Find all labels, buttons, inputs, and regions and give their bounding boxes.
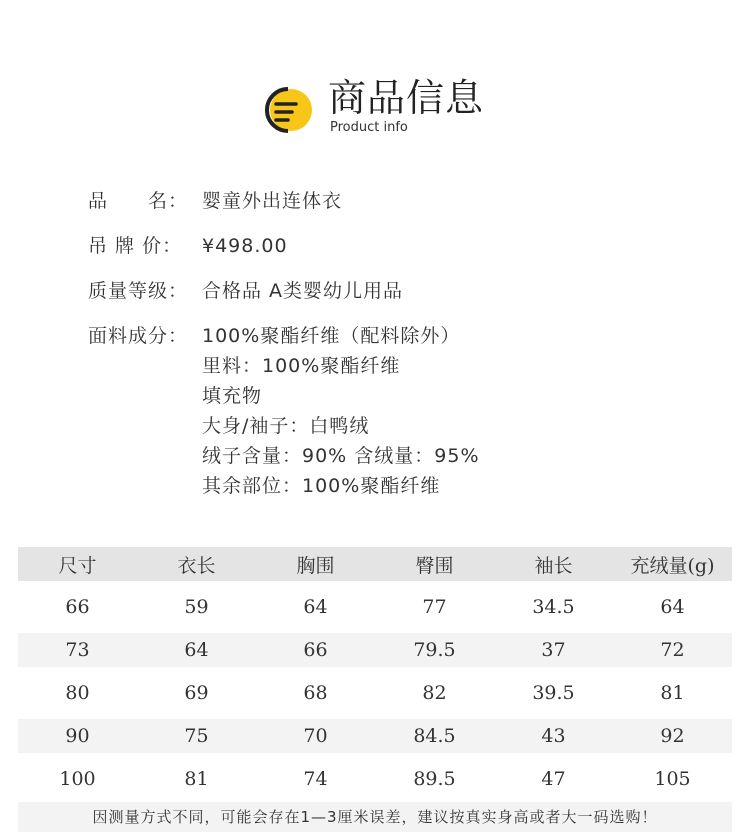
info-row (88, 321, 728, 501)
table-cell: 59 (184, 596, 209, 618)
info-value-line: 婴童外出连体衣 (202, 190, 343, 212)
table-header-cell: 袖长 (534, 554, 573, 577)
info-value-line: 里料：100%聚酯纤维 (202, 355, 401, 377)
table-cell: 66 (65, 596, 90, 618)
measurement-note: 因测量方式不同，可能会存在1—3厘米误差，建议按真实身高或者大一码选购！ (18, 802, 732, 832)
table-cell: 77 (422, 596, 447, 618)
info-row (88, 276, 728, 306)
info-label: 吊 牌 价： (88, 235, 183, 257)
info-value-line: 100%聚酯纤维（配料除外） (202, 325, 461, 347)
size-table (18, 547, 732, 796)
table-row (18, 719, 732, 753)
table-header-cell: 臀围 (415, 554, 454, 577)
info-value (202, 276, 728, 306)
table-cell: 100 (59, 768, 96, 790)
product-info-list (88, 186, 728, 516)
info-value-line: 大身/袖子：白鸭绒 (202, 415, 370, 437)
table-cell: 69 (184, 682, 209, 704)
table-row (18, 633, 732, 667)
info-value (202, 231, 728, 261)
info-value-line: 其余部位：100%聚酯纤维 (202, 475, 441, 497)
info-label: 质量等级： (88, 280, 189, 302)
table-header-cell: 充绒量(g) (630, 554, 715, 577)
table-header-cell: 衣长 (177, 554, 216, 577)
info-label: 面料成分： (88, 325, 189, 347)
info-label: 品 名： (88, 190, 189, 212)
table-cell: 47 (541, 768, 566, 790)
table-cell: 74 (303, 768, 328, 790)
table-cell: 66 (303, 639, 328, 661)
info-value (202, 186, 728, 216)
table-row (18, 762, 732, 796)
table-cell: 70 (303, 725, 328, 747)
table-cell: 105 (654, 768, 691, 790)
table-cell: 43 (541, 725, 566, 747)
table-cell: 39.5 (532, 682, 575, 704)
table-cell: 72 (660, 639, 685, 661)
table-cell: 82 (422, 682, 447, 704)
table-cell: 75 (184, 725, 209, 747)
table-cell: 34.5 (532, 596, 575, 618)
table-cell: 80 (65, 682, 90, 704)
table-row (18, 676, 732, 710)
table-cell: 68 (303, 682, 328, 704)
info-row (88, 231, 728, 261)
section-header (262, 74, 502, 144)
info-value (202, 321, 728, 501)
table-cell: 92 (660, 725, 685, 747)
page-title: 商品信息 (328, 76, 485, 120)
page-subtitle: Product info (330, 120, 408, 135)
table-cell: 64 (303, 596, 328, 618)
info-row (88, 186, 728, 216)
table-header-cell: 胸围 (296, 554, 335, 577)
info-value-line: 绒子含量：90% 含绒量：95% (202, 445, 480, 467)
table-cell: 84.5 (413, 725, 456, 747)
info-list-icon (262, 84, 314, 136)
info-value-line: ¥498.00 (202, 235, 288, 257)
info-value-line: 合格品 A类婴幼儿用品 (202, 280, 404, 302)
table-cell: 90 (65, 725, 90, 747)
table-cell: 64 (184, 639, 209, 661)
table-cell: 81 (184, 768, 209, 790)
table-cell: 37 (541, 639, 566, 661)
table-cell: 81 (660, 682, 685, 704)
size-table-header (18, 547, 732, 581)
table-cell: 64 (660, 596, 685, 618)
info-value-line: 填充物 (202, 385, 263, 407)
table-cell: 73 (65, 639, 90, 661)
table-cell: 89.5 (413, 768, 456, 790)
table-row (18, 590, 732, 624)
table-header-cell: 尺寸 (58, 554, 97, 577)
table-cell: 79.5 (413, 639, 456, 661)
